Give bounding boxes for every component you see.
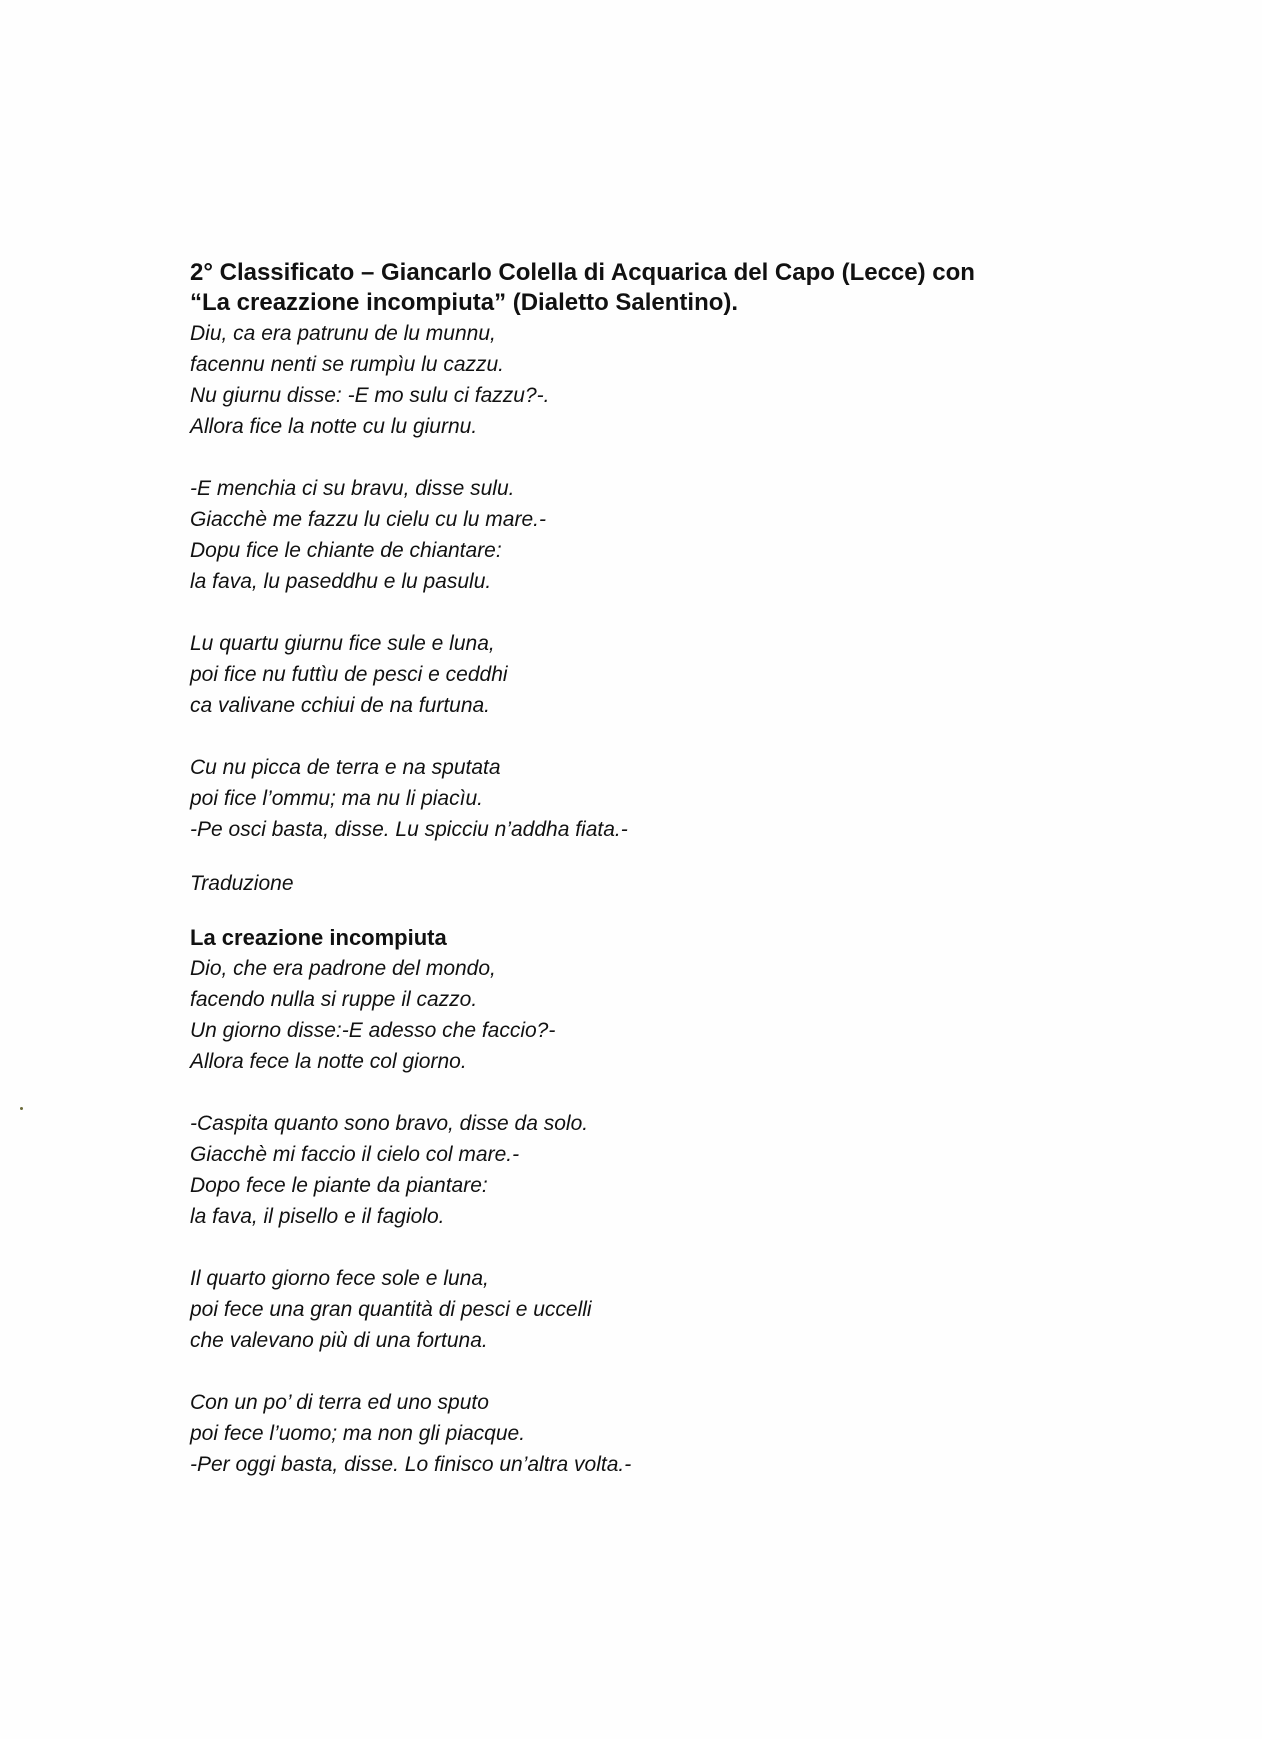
- poem-line: la fava, lu paseddhu e lu pasulu.: [190, 570, 492, 593]
- translation-stanza-1: [190, 953, 1090, 1077]
- poem-line: Il quarto giorno fece sole e luna,: [190, 1267, 489, 1290]
- poem-line: Cu nu picca de terra e na sputata: [190, 756, 501, 779]
- heading-line-2: “La creazzione incompiuta” (Dialetto Salentino).: [190, 289, 739, 316]
- poem-line: Giacchè me fazzu lu cielu cu lu mare.-: [190, 508, 546, 531]
- poem-line: Nu giurnu disse: -E mo sulu ci fazzu?-.: [190, 384, 550, 407]
- poem-line: Un giorno disse:-E adesso che faccio?-: [190, 1019, 556, 1042]
- poem-line: Dopo fece le piante da piantare:: [190, 1174, 488, 1197]
- dialect-stanza-4: [190, 752, 1090, 845]
- ink-speck: [20, 1107, 23, 1110]
- poem-line: poi fece l’uomo; ma non gli piacque.: [190, 1422, 526, 1445]
- poem-line: Dopu fice le chiante de chiantare:: [190, 539, 502, 562]
- poem-line: facendo nulla si ruppe il cazzo.: [190, 988, 478, 1011]
- poem-line: Diu, ca era patrunu de lu munnu,: [190, 322, 496, 345]
- poem-line: facennu nenti se rumpìu lu cazzu.: [190, 353, 505, 376]
- poem-line: Allora fice la notte cu lu giurnu.: [190, 415, 478, 438]
- poem-line: ca valivane cchiui de na furtuna.: [190, 694, 491, 717]
- poem-line: poi fice nu futtìu de pesci e ceddhi: [190, 663, 508, 686]
- document-body: [190, 258, 1090, 1480]
- heading-line-1: 2° Classificato – Giancarlo Colella di Acquarica del Capo (Lecce) con: [190, 259, 975, 286]
- translation-title: La creazione incompiuta: [190, 925, 447, 950]
- poem-line: Dio, che era padrone del mondo,: [190, 957, 496, 980]
- poem-line: Con un po’ di terra ed uno sputo: [190, 1391, 489, 1414]
- poem-line: che valevano più di una fortuna.: [190, 1329, 488, 1352]
- poem-line: poi fice l’ommu; ma nu li piacìu.: [190, 787, 483, 810]
- poem-line: -Pe osci basta, disse. Lu spicciu n’addha fiata.-: [190, 818, 628, 841]
- poem-line: Giacchè mi faccio il cielo col mare.-: [190, 1143, 520, 1166]
- translation-label: Traduzione: [190, 872, 294, 895]
- dialect-stanza-1: [190, 318, 1090, 442]
- poem-line: la fava, il pisello e il fagiolo.: [190, 1205, 445, 1228]
- translation-stanza-4: [190, 1387, 1090, 1480]
- dialect-stanza-3: [190, 628, 1090, 721]
- translation-stanza-3: [190, 1263, 1090, 1356]
- translation-poem: [190, 953, 1090, 1480]
- poem-line: Lu quartu giurnu fice sule e luna,: [190, 632, 495, 655]
- translation-stanza-2: [190, 1108, 1090, 1232]
- dialect-stanza-2: [190, 473, 1090, 597]
- poem-line: -E menchia ci su bravu, disse sulu.: [190, 477, 515, 500]
- poem-line: -Caspita quanto sono bravo, disse da solo.: [190, 1112, 589, 1135]
- poem-line: -Per oggi basta, disse. Lo finisco un’altra volta.-: [190, 1453, 632, 1476]
- dialect-poem: [190, 318, 1090, 845]
- poem-line: Allora fece la notte col giorno.: [190, 1050, 467, 1073]
- poem-line: poi fece una gran quantità di pesci e uccelli: [190, 1298, 592, 1321]
